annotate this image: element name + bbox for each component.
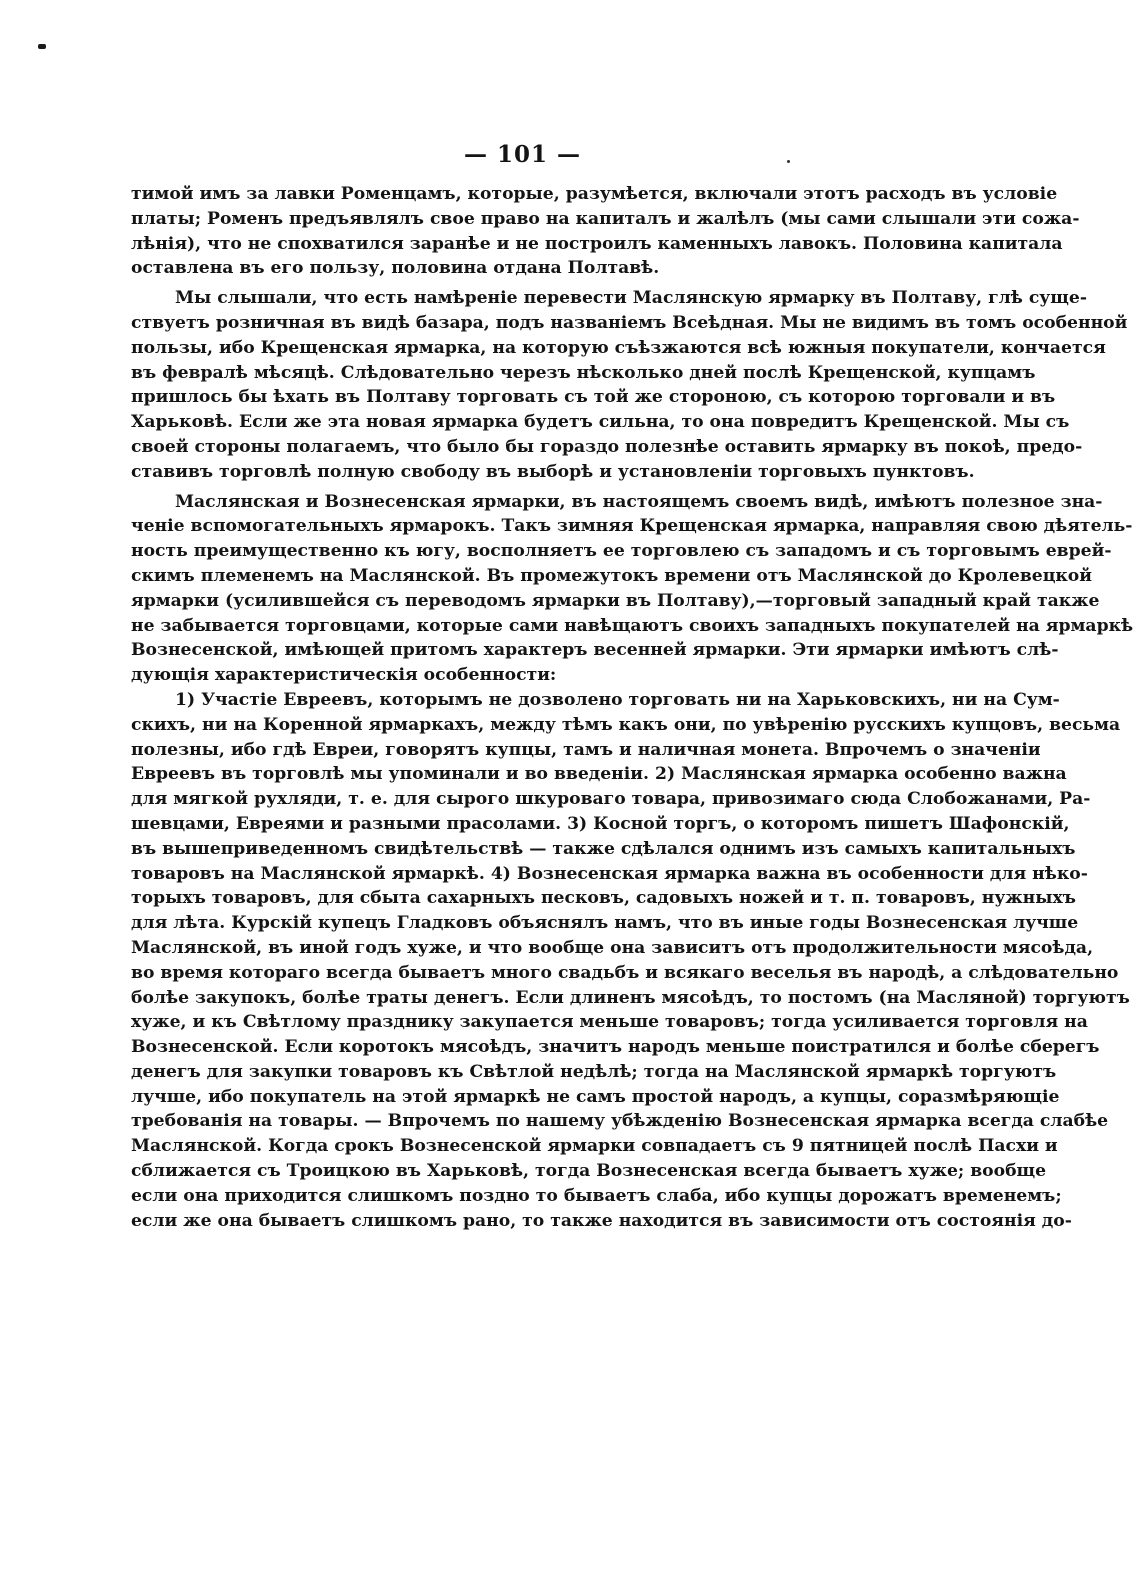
text-line: торыхъ товаровъ, для сбыта сахарныхъ песковъ, садовыхъ ножей и т. п. товаровъ, нужныхъ: [131, 888, 1076, 909]
text-line: во время котораго всегда бываетъ много свадьбъ и всякаго веселья въ народѣ, а слѣдовательно: [131, 962, 1119, 983]
text-line: ность преимущественно къ югу, восполняетъ ее торговлею съ западомъ и съ торговымъ еврей-: [131, 541, 1112, 562]
text-line: для мягкой рухляди, т. е. для сырого шкуроваго товара, привозимаго сюда Слобожанами, Ра-: [131, 789, 1091, 810]
text-line: для лѣта. Курскій купецъ Гладковъ объяснялъ намъ, что въ иные годы Вознесенская лучше: [131, 913, 1079, 934]
text-line: если она приходится слишкомъ поздно то бываетъ слаба, ибо купцы дорожатъ временемъ;: [131, 1185, 1062, 1206]
text-line: пользы, ибо Крещенская ярмарка, на которую съѣзжаются всѣ южныя покупатели, кончается: [131, 337, 1106, 358]
text-line: шевцами, Евреями и разными прасолами. 3) Косной торгъ, о которомъ пишетъ Шафонскій,: [131, 813, 1070, 834]
text-line: ставивъ торговлѣ полную свободу въ выборѣ и установленіи торговыхъ пунктовъ.: [131, 461, 975, 482]
text-line: скимъ племенемъ на Маслянской. Въ промежутокъ времени отъ Маслянской до Кролевецкой: [131, 565, 1093, 586]
text-line: въ вышеприведенномъ свидѣтельствѣ — также сдѣлался однимъ изъ самыхъ капитальныхъ: [131, 838, 1076, 859]
text-line: Вознесенской, имѣющей притомъ характеръ весенней ярмарки. Эти ярмарки имѣютъ слѣ-: [131, 640, 1059, 661]
text-line: Маслянская и Вознесенская ярмарки, въ настоящемъ своемъ видѣ, имѣютъ полезное зна-: [175, 491, 1103, 512]
text-line: платы; Роменъ предъявлялъ свое право на капиталъ и жалѣлъ (мы сами слышали эти сожа-: [131, 208, 1080, 229]
text-line: лѣнія), что не спохватился заранѣе и не построилъ каменныхъ лавокъ. Половина капитала: [131, 233, 1063, 254]
page-number: — 101 —: [463, 141, 582, 168]
text-line: Мы слышали, что есть намѣреніе перевести Маслянскую ярмарку въ Полтаву, глѣ суще-: [175, 288, 1087, 309]
text-line: оставлена въ его пользу, половина отдана Полтавѣ.: [131, 258, 660, 279]
text-line: болѣе закупокъ, болѣе траты денегъ. Если длиненъ мясоѣдъ, то постомъ (на Масляной) торгуютъ: [131, 987, 1130, 1008]
text-line: если же она бываетъ слишкомъ рано, то также находится въ зависимости отъ состоянія до-: [131, 1210, 1072, 1231]
text-line: Маслянской, въ иной годъ хуже, и что вообще она зависитъ отъ продолжительности мясоѣда,: [131, 937, 1094, 958]
text-line: Вознесенской. Если коротокъ мясоѣдъ, значитъ народъ меньше поистратился и болѣе сберегъ: [131, 1037, 1100, 1058]
text-line: лучше, ибо покупатель на этой ярмаркѣ не самъ простой народъ, а купцы, соразмѣряющіе: [131, 1086, 1060, 1107]
text-line: тимой имъ за лавки Роменцамъ, которые, разумѣется, включали этотъ расходъ въ условіе: [131, 184, 1058, 204]
body-text: [131, 182, 1134, 1233]
text-line: скихъ, ни на Коренной ярмаркахъ, между тѣмъ какъ они, по увѣренію русскихъ купцовъ, весьма: [131, 714, 1121, 735]
text-line: Евреевъ въ торговлѣ мы упоминали и во введеніи. 2) Маслянская ярмарка особенно важна: [131, 764, 1067, 785]
text-line: дующія характеристическія особенности:: [131, 665, 557, 686]
scan-speck: [38, 44, 46, 49]
text-line: полезны, ибо гдѣ Евреи, говорятъ купцы, тамъ и наличная монета. Впрочемъ о значеніи: [131, 739, 1041, 760]
text-line: Харьковѣ. Если же эта новая ярмарка будетъ сильна, то она повредитъ Крещенской. Мы съ: [131, 412, 1070, 433]
text-line: не забывается торговцами, которые сами навѣщаютъ своихъ западныхъ покупателей на ярмаркѣ: [131, 615, 1134, 636]
text-line: въ февралѣ мѣсяцѣ. Слѣдовательно черезъ нѣсколько дней послѣ Крещенской, купцамъ: [131, 362, 1036, 383]
text-line: пришлось бы ѣхать въ Полтаву торговать съ той же стороною, съ которою торговали и въ: [131, 387, 1056, 408]
text-line: 1) Участіе Евреевъ, которымъ не дозволено торговать ни на Харьковскихъ, ни на Сум-: [175, 689, 1060, 710]
text-line: денегъ для закупки товаровъ къ Свѣтлой недѣлѣ; тогда на Маслянской ярмаркѣ торгуютъ: [131, 1061, 1057, 1082]
text-line: требованія на товары. — Впрочемъ по нашему убѣжденію Вознесенская ярмарка всегда слабѣе: [131, 1111, 1109, 1132]
text-line: Маслянской. Когда срокъ Вознесенской ярмарки совпадаетъ съ 9 пятницей послѣ Пасхи и: [131, 1136, 1058, 1157]
text-line: своей стороны полагаемъ, что было бы гораздо полезнѣе оставить ярмарку въ покоѣ, предо-: [131, 436, 1083, 457]
text-line: ченіе вспомогательныхъ ярмарокъ. Такъ зимняя Крещенская ярмарка, направляя свою дѣятель-: [131, 516, 1133, 537]
text-line: ярмарки (усилившейся съ переводомъ ярмарки въ Полтаву),—торговый западный край также: [131, 590, 1100, 611]
text-line: сближается съ Троицкою въ Харьковѣ, тогда Вознесенская всегда бываетъ хуже; вообще: [131, 1161, 1047, 1182]
text-line: ствуетъ розничная въ видѣ базара, подъ названіемъ Всеѣдная. Мы не видимъ въ томъ особенной: [131, 312, 1128, 333]
text-line: товаровъ на Маслянской ярмаркѣ. 4) Вознесенская ярмарка важна въ особенности для нѣко-: [131, 863, 1088, 884]
text-line: хуже, и къ Свѣтлому празднику закупается меньше товаровъ; тогда усиливается торговля на: [131, 1012, 1088, 1033]
